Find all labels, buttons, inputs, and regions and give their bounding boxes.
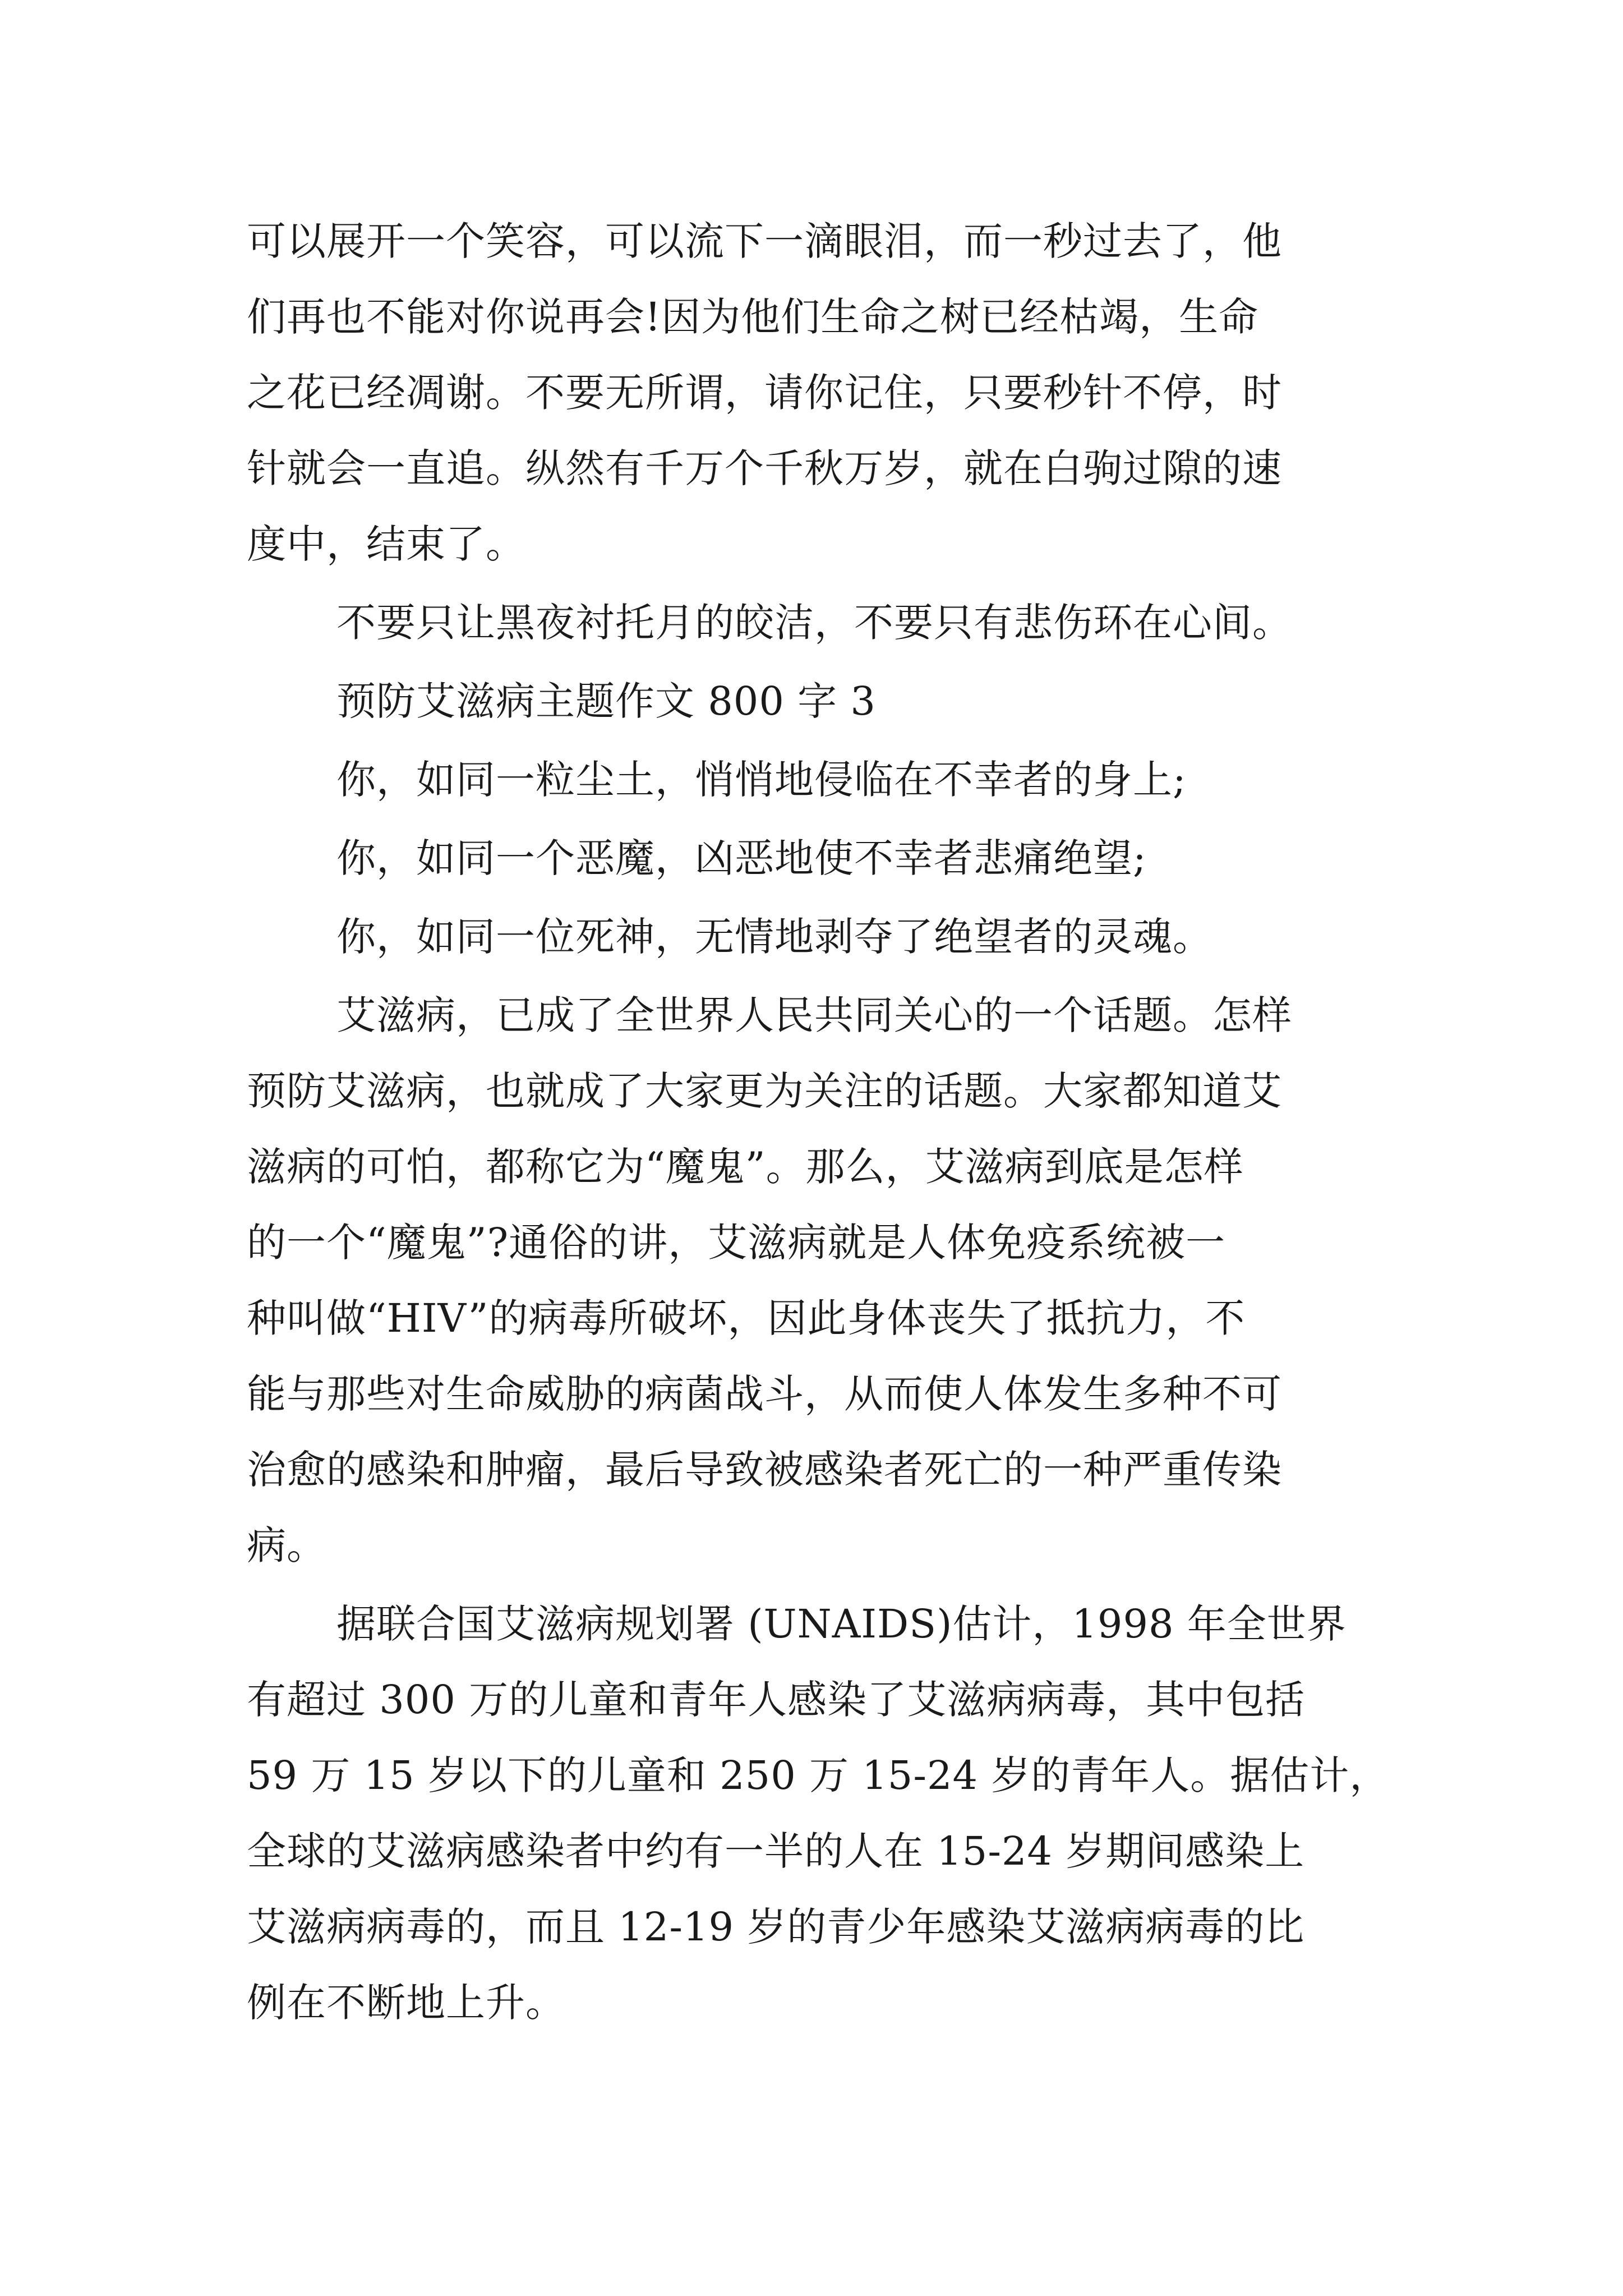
text-line: 们再也不能对你说再会!因为他们生命之树已经枯竭，生命 bbox=[247, 294, 1259, 340]
text-line: 预防艾滋病，也就成了大家更为关注的话题。大家都知道艾 bbox=[247, 1068, 1282, 1114]
text-line: 你，如同一个恶魔，凶恶地使不幸者悲痛绝望; bbox=[336, 835, 1147, 881]
text-line: 的一个“魔鬼”?通俗的讲，艾滋病就是人体免疫系统被一 bbox=[247, 1220, 1226, 1266]
text-line: 能与那些对生命威胁的病菌战斗，从而使人体发生多种不可 bbox=[247, 1371, 1282, 1417]
text-line: 度中，结束了。 bbox=[247, 521, 525, 567]
text-line: 针就会一直追。纵然有千万个千秋万岁，就在白驹过隙的速 bbox=[247, 445, 1282, 491]
text-line: 艾滋病病毒的，而且 12-19 岁的青少年感染艾滋病病毒的比 bbox=[247, 1904, 1305, 1950]
text-line: 种叫做“HIV”的病毒所破坏，因此身体丧失了抵抗力，不 bbox=[247, 1295, 1246, 1341]
text-line: 病。 bbox=[247, 1522, 326, 1568]
text-line: 艾滋病，已成了全世界人民共同关心的一个话题。怎样 bbox=[336, 992, 1292, 1038]
text-line: 59 万 15 岁以下的儿童和 250 万 15-24 岁的青年人。据估计， bbox=[247, 1752, 1390, 1798]
text-line: 滋病的可怕，都称它为“魔鬼”。那么，艾滋病到底是怎样 bbox=[247, 1144, 1244, 1190]
text-line: 治愈的感染和肿瘤，最后导致被感染者死亡的一种严重传染 bbox=[247, 1447, 1282, 1493]
text-line: 你，如同一粒尘土，悄悄地侵临在不幸者的身上; bbox=[336, 757, 1187, 803]
text-line: 不要只让黑夜衬托月的皎洁，不要只有悲伤环在心间。 bbox=[336, 600, 1292, 646]
text-line: 之花已经凋谢。不要无所谓，请你记住，只要秒针不停，时 bbox=[247, 370, 1282, 416]
text-line: 据联合国艾滋病规划署 (UNAIDS)估计，1998 年全世界 bbox=[336, 1601, 1347, 1647]
text-line: 全球的艾滋病感染者中约有一半的人在 15-24 岁期间感染上 bbox=[247, 1828, 1305, 1874]
text-line: 你，如同一位死神，无情地剥夺了绝望者的灵魂。 bbox=[336, 914, 1212, 960]
text-line: 例在不断地上升。 bbox=[247, 1980, 565, 2026]
text-line: 有超过 300 万的儿童和青年人感染了艾滋病病毒，其中包括 bbox=[247, 1677, 1306, 1723]
section-heading: 预防艾滋病主题作文 800 字 3 bbox=[336, 678, 876, 724]
text-line: 可以展开一个笑容，可以流下一滴眼泪，而一秒过去了，他 bbox=[247, 218, 1282, 264]
